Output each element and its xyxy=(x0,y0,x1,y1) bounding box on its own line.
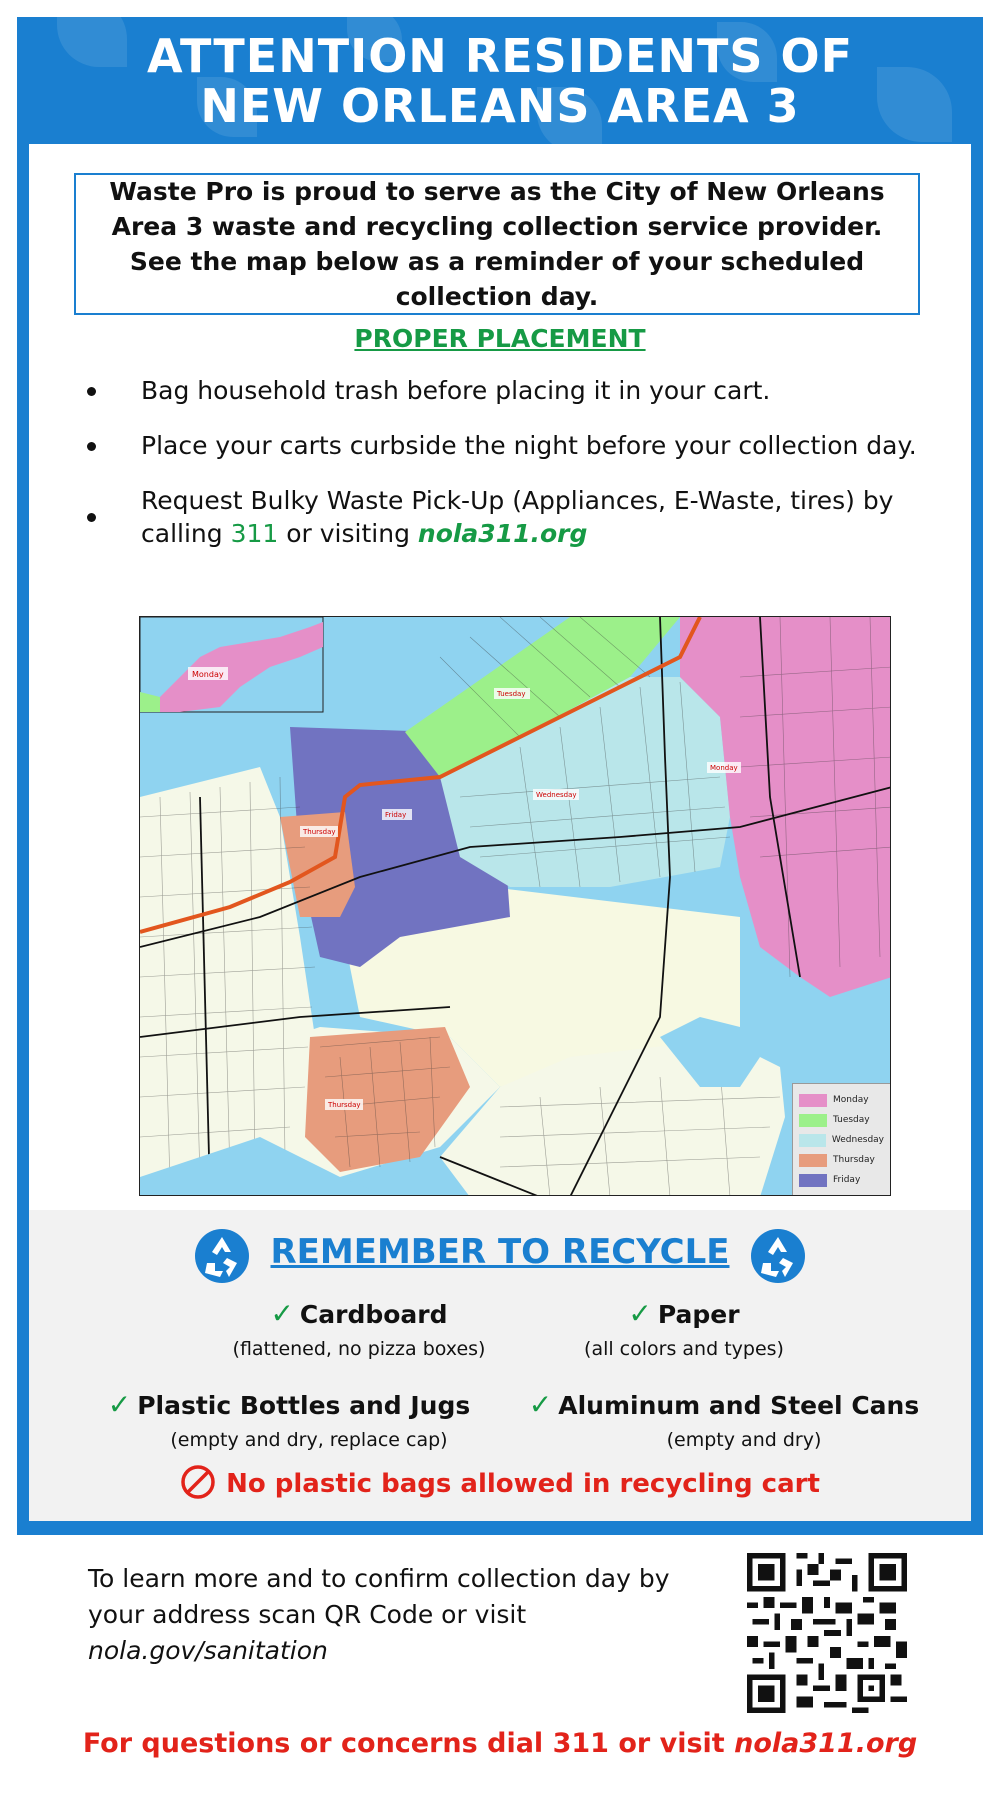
map-label-friday: Friday xyxy=(385,811,407,819)
bullet-icon xyxy=(87,442,96,451)
list-item: Bag household trash before placing it in your cart. xyxy=(87,374,927,407)
legend-swatch xyxy=(799,1114,827,1127)
map-legend xyxy=(792,1083,890,1195)
placement-title: PROPER PLACEMENT xyxy=(354,324,646,353)
recycle-title: REMEMBER TO RECYCLE xyxy=(270,1232,730,1272)
legend-item: Thursday xyxy=(799,1150,884,1170)
placement-list xyxy=(87,374,927,572)
bullet-icon xyxy=(87,387,96,396)
footer-nola311-link[interactable]: nola311.org xyxy=(734,1728,918,1759)
collection-map xyxy=(139,616,891,1196)
title-line-2: NEW ORLEANS AREA 3 xyxy=(200,79,800,133)
recycle-item-paper: ✓ Paper (all colors and types) xyxy=(584,1297,784,1360)
check-icon: ✓ xyxy=(628,1297,652,1330)
recycle-item-cans: ✓ Aluminum and Steel Cans (empty and dry) xyxy=(528,1388,920,1451)
map-svg xyxy=(140,617,891,1196)
recycle-item-cardboard: ✓ Cardboard (flattened, no pizza boxes) xyxy=(232,1297,486,1360)
legend-item: Wednesday xyxy=(799,1130,884,1150)
footer-contact: For questions or concerns dial 311 or visit nola311.org xyxy=(82,1728,918,1759)
legend-item: Monday xyxy=(799,1090,884,1110)
main-content xyxy=(29,144,971,1210)
legend-item: Friday xyxy=(799,1170,884,1190)
legend-swatch xyxy=(799,1154,827,1167)
intro-box xyxy=(74,173,920,315)
legend-swatch xyxy=(799,1134,826,1147)
flyer-frame xyxy=(17,17,983,1535)
prohibited-icon xyxy=(180,1464,216,1500)
no-plastic-bags-warning: No plastic bags allowed in recycling cart xyxy=(29,1469,971,1500)
map-label-inset-monday: Monday xyxy=(192,670,224,679)
nola311-link[interactable]: nola311.org xyxy=(417,519,588,548)
bullet-icon xyxy=(87,513,96,522)
check-icon: ✓ xyxy=(107,1388,132,1421)
sanitation-link[interactable]: nola.gov/sanitation xyxy=(88,1636,328,1665)
map-label-thursday-south: Thursday xyxy=(328,1101,361,1109)
qr-code[interactable] xyxy=(747,1553,907,1713)
legend-swatch xyxy=(799,1174,827,1187)
phone-311[interactable]: 311 xyxy=(230,519,279,548)
recycle-item-plastic: ✓ Plastic Bottles and Jugs (empty and dry, replace cap) xyxy=(107,1388,471,1451)
learn-more-text: To learn more and to confirm collection day by your address scan QR Code or visit nola.gov/sanitation xyxy=(88,1564,670,1665)
page-title xyxy=(17,31,983,131)
title-line-1: ATTENTION RESIDENTS OF xyxy=(146,29,854,83)
map-label-monday: Monday xyxy=(710,764,738,772)
check-icon: ✓ xyxy=(270,1297,294,1330)
recycle-icon xyxy=(749,1227,807,1285)
map-label-wednesday: Wednesday xyxy=(536,791,577,799)
legend-swatch xyxy=(799,1094,827,1107)
header-banner xyxy=(17,17,983,144)
list-item: Place your carts curbside the night before your collection day. xyxy=(87,429,927,462)
recycle-panel xyxy=(29,1210,971,1521)
intro-text: Waste Pro is proud to serve as the City of New Orleans Area 3 waste and recycling collection service provider. See the map below as a reminder of your scheduled collection day. xyxy=(109,177,885,311)
map-label-tuesday: Tuesday xyxy=(497,690,526,698)
legend-item: Tuesday xyxy=(799,1110,884,1130)
check-icon: ✓ xyxy=(528,1388,553,1421)
list-item: Request Bulky Waste Pick-Up (Appliances, E-Waste, tires) by calling 311 or visiting nola311.org xyxy=(87,484,927,550)
map-label-thursday-north: Thursday xyxy=(303,828,336,836)
